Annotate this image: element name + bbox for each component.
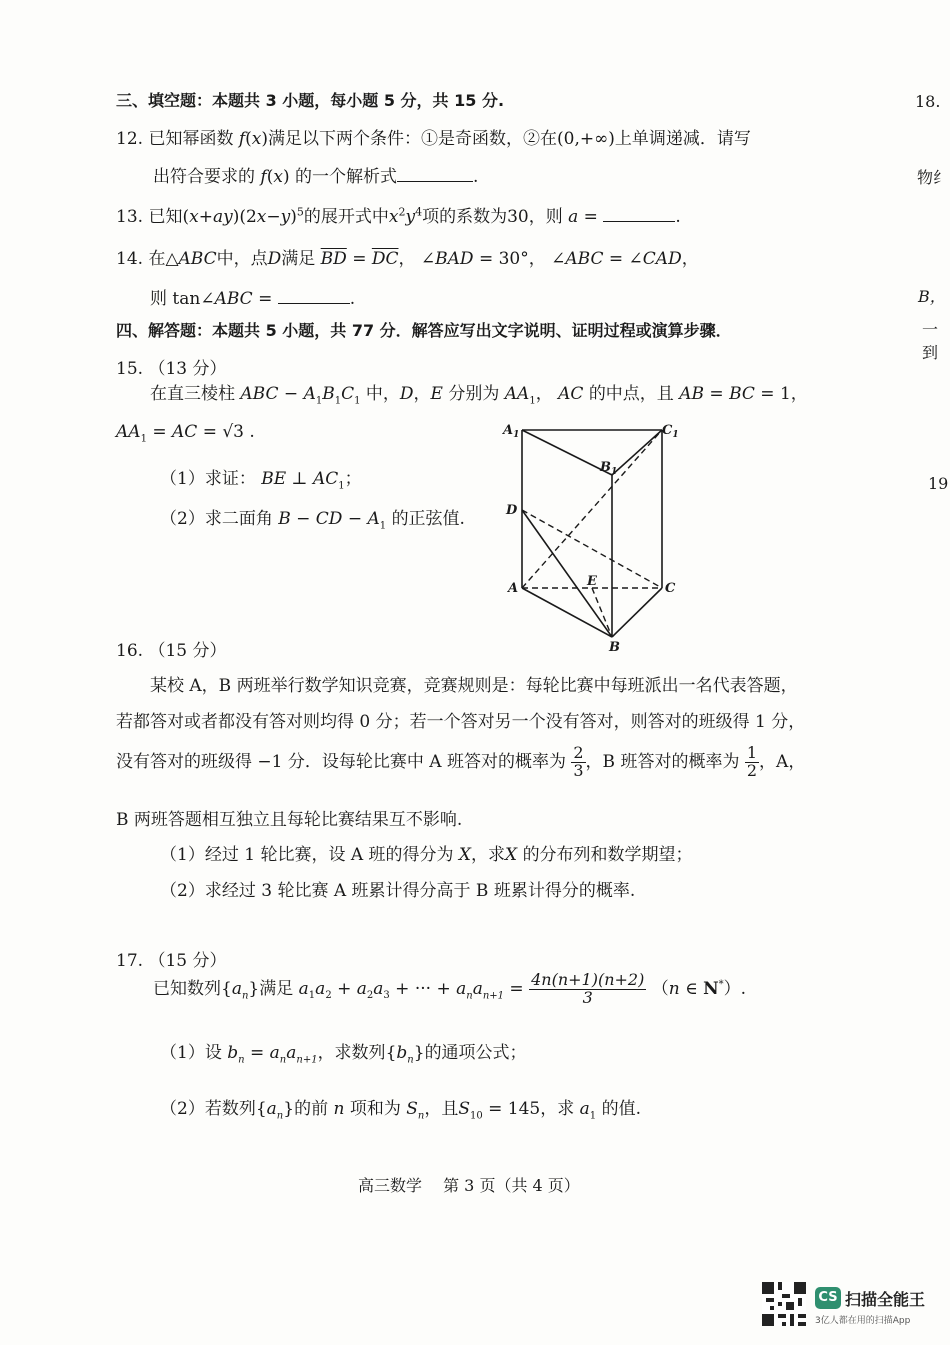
q17-part1-text-c: 的通项公式；: [424, 1043, 527, 1063]
q15-part2: （2）求二面角 B − CD − $A_1$ 的正弦值.: [160, 509, 465, 532]
label-a1: $A_1$: [503, 423, 520, 440]
q17-text-d: ）.: [723, 978, 747, 999]
edge-ab: [522, 588, 612, 637]
q12-text-d: 出符合要求的: [153, 167, 255, 187]
q14-text-b: 中，点: [216, 249, 268, 269]
q13-line: 13. 已知$(x+ay)(2x-y)^5$的展开式中$x^2y^4$项的系数为30，则 a = .: [116, 205, 681, 227]
q16-part1-text-a: （1）经过 1 轮比赛，设 A 班的得分为: [160, 845, 454, 865]
segment-db: [522, 510, 612, 637]
q15-text-d: 的中点，且: [588, 384, 674, 404]
q17-line1: 已知数列$\{a_n\}$满足 $a_1a_2 + a_2a_3$ + ··· + $a_na_{n+1}$ = $\frac{4n(n+1)(n+2)}{3}$ （n ∈ N*）.: [153, 970, 747, 1007]
q16-line3: [116, 745, 805, 780]
q16-part1-text-b: ，求: [471, 845, 506, 865]
q13-text-a: 已知: [148, 207, 183, 227]
label-a: A: [508, 581, 519, 596]
q17-frac-den: 3: [582, 987, 593, 1007]
q15-score: （13 分）: [148, 359, 227, 379]
q17-fraction: [529, 972, 646, 1007]
q17-text-a: 已知数列: [153, 978, 221, 999]
q12-line2: 出符合要求的 f(x) 的一个解析式 .: [153, 167, 479, 187]
q17-part2-text-c: 项和为: [349, 1099, 401, 1119]
q17-score: （15 分）: [148, 951, 227, 971]
label-b1: $B_1$: [600, 460, 618, 477]
q15-line2: $AA_1$ = AC = √3 .: [116, 422, 255, 445]
edge-text-b: B，: [918, 287, 946, 306]
frac-a-num: 2: [573, 743, 584, 762]
q16-line3-text-c: ，A，: [759, 751, 806, 772]
q17-num: 17.: [116, 951, 144, 971]
scanner-logo-icon: CS: [815, 1287, 841, 1309]
edge-bc: [612, 588, 662, 637]
section3-header: 三、填空题：本题共 3 小题，每小题 5 分，共 15 分.: [116, 91, 505, 110]
scanner-tagline: 3亿人都在用的扫描App: [815, 1316, 911, 1326]
q16-line4: B 两班答题相互独立且每轮比赛结果互不影响.: [116, 810, 463, 830]
prism-figure: [495, 415, 695, 655]
edge-text-18: 18.: [915, 92, 941, 111]
frac-a-den: 3: [573, 760, 584, 780]
q16-heading: [116, 636, 227, 661]
q14-num: 14.: [116, 249, 144, 269]
fraction-two-thirds: [571, 745, 585, 780]
label-c: C: [665, 581, 676, 596]
scanner-brand: 扫描全能王: [845, 1290, 926, 1309]
q14-text-c: 满足: [281, 249, 316, 269]
q15-part1: （1）求证： BE ⊥ $AC_1$；: [160, 469, 362, 492]
q16-part1-text-c: 的分布列和数学期望；: [522, 845, 693, 865]
q16-line2: 若都答对或者都没有答对则均得 0 分；若一个答对另一个没有答对，则答对的班级得 1 分，: [116, 712, 806, 732]
q17-frac-num: 4n(n+1)(n+2): [531, 970, 645, 989]
q12-answer-blank[interactable]: [397, 181, 473, 182]
q17-part2-text-d: ，且: [424, 1099, 459, 1119]
q14-text-d: 则 tan∠: [150, 289, 215, 309]
q13-num: 13.: [116, 207, 144, 227]
q15-text-b: 中，: [365, 384, 400, 404]
section4-header: 四、解答题：本题共 5 小题，共 77 分．解答应写出文字说明、证明过程或演算步骤．: [116, 321, 732, 340]
q17-part1-text-a: （1）设: [160, 1043, 222, 1063]
edge-text-wu: 物纟: [917, 168, 950, 187]
q16-line1: 某校 A，B 两班举行数学知识竞赛，竞赛规则是：每轮比赛中每班派出一名代表答题，: [150, 676, 798, 696]
q17-part2-text-a: （2）若数列: [160, 1099, 256, 1119]
label-e: E: [587, 574, 597, 589]
q15-part2-text-b: 的正弦值.: [391, 509, 465, 529]
q15-part2-text-a: （2）求二面角: [160, 509, 273, 529]
q13-text-c: 项的系数为30，则: [422, 207, 563, 227]
label-b: B: [609, 640, 620, 655]
q17-heading: [116, 946, 227, 971]
q12-text-a: 已知幂函数: [148, 129, 234, 149]
q13-text-b: 的展开式中: [303, 207, 389, 227]
q15-text-c: 分别为: [448, 384, 500, 404]
q12-line1: 12. 已知幂函数 f(x)满足以下两个条件：①是奇函数，②在(0,+∞)上单调递减．请写: [116, 129, 751, 149]
q16-line3-text-b: ，B 班答对的概率为: [585, 751, 740, 772]
page-footer: 高三数学 第 3 页（共 4 页）: [358, 1176, 580, 1195]
q14-answer-blank[interactable]: [278, 303, 350, 304]
edge-text-yi: 一到: [922, 320, 939, 362]
q15-line1: 在直三棱柱 ABC − $A_1B_1C_1$ 中，D，E 分别为 $AA_1$， AC 的中点，且 AB = BC = 1，: [150, 384, 808, 407]
q17-part2-text-b: 的前: [294, 1099, 329, 1119]
q14-text-a: 在△: [148, 249, 179, 269]
q16-line3-text-a: 没有答对的班级得 −1 分．设每轮比赛中 A 班答对的概率为: [116, 751, 566, 772]
edge-b1c1: [612, 430, 662, 475]
frac-b-num: 1: [746, 743, 758, 762]
q15-heading: [116, 354, 227, 379]
q15-part1-text: （1）求证：: [160, 469, 256, 489]
q12-num: 12.: [116, 129, 144, 149]
q12-text-e: 的一个解析式: [294, 167, 397, 187]
q15-num: 15.: [116, 359, 144, 379]
edge-a1b1: [522, 430, 612, 475]
q14-line1: 14. 在△ABC中，点D满足 $\overline{BD} = \overline{DC}$， ∠BAD = 30°， ∠ABC = ∠CAD，: [116, 249, 699, 269]
q17-part1-text-b: ，求数列: [317, 1043, 386, 1063]
fraction-one-half: [745, 745, 759, 780]
q15-text-a: 在直三棱柱: [150, 384, 235, 404]
q16-part1: （1）经过 1 轮比赛，设 A 班的得分为 X，求X 的分布列和数学期望；: [160, 845, 693, 865]
q14-line2: 则 tan∠ABC = .: [150, 289, 356, 309]
q16-part2: （2）求经过 3 轮比赛 A 班累计得分高于 B 班累计得分的概率.: [160, 881, 636, 901]
q17-text-b: 满足: [259, 978, 294, 999]
qr-code-icon: [762, 1282, 806, 1326]
q12-text-c: 上单调递减．请写: [614, 129, 751, 149]
segment-ac1-hidden: [522, 430, 662, 588]
q17-part2-text-e: ，求: [540, 1099, 575, 1119]
q12-text-b: 满足以下两个条件：①是奇函数，②在: [268, 129, 558, 149]
q17-part2: （2）若数列$\{a_n\}$的前 n 项和为 $S_n$，且$S_{10} = 145$，求 $a_1$ 的值.: [160, 1099, 641, 1122]
q17-part2-text-f: 的值.: [601, 1099, 641, 1119]
q16-score: （15 分）: [148, 641, 227, 661]
label-d: D: [506, 503, 518, 518]
q17-text-c: （: [651, 978, 669, 999]
edge-text-19: 19: [928, 474, 949, 493]
q17-part1: （1）设 $b_n = a_na_{n+1}$，求数列$\{b_n\}$的通项公式；: [160, 1043, 527, 1066]
q16-num: 16.: [116, 641, 144, 661]
label-c1: $C_1$: [662, 423, 679, 440]
q13-answer-blank[interactable]: [603, 221, 675, 222]
frac-b-den: 2: [746, 760, 758, 780]
